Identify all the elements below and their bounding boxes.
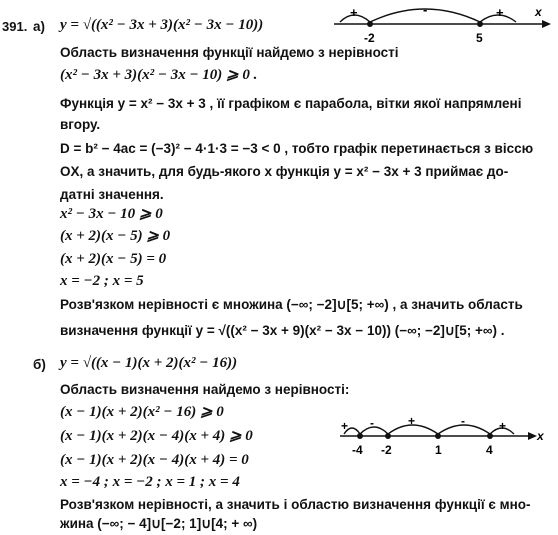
part-b-label: б)	[33, 357, 46, 372]
point-a-1: -2	[364, 31, 375, 45]
part-a-line9: визначення функції y = √((x² − 3x + 9)(x² − 3x − 10)) (−∞; −2]∪[5; +∞) .	[60, 323, 505, 338]
sign-a-1: +	[350, 5, 358, 20]
sign-b-1: +	[341, 419, 349, 433]
part-a-step2: (x + 2)(x − 5) ⩾ 0	[60, 228, 171, 244]
problem-number: 391.	[2, 19, 28, 34]
part-a-step1: x² − 3x − 10 ⩾ 0	[60, 206, 163, 222]
sign-b-2: -	[370, 416, 374, 430]
part-b-line1: Область визначення найдемо з нерівності:	[60, 382, 350, 397]
sign-a-2: -	[423, 2, 428, 17]
part-a-line5: D = b² − 4ac = (−3)² − 4·1·3 = −3 < 0 , тобто графік перетинається з віссю	[60, 141, 534, 156]
point-b-2: -2	[381, 443, 392, 457]
point-b-3: 1	[435, 443, 442, 457]
part-a-line1: Область визначення функції найдемо з нерівності	[60, 45, 399, 60]
sign-a-3: +	[496, 5, 504, 20]
sign-b-4: -	[461, 414, 465, 428]
part-a-label: а)	[33, 19, 46, 34]
part-b-line3: жина (−∞; − 4]∪[−2; 1]∪[4; + ∞)	[60, 516, 258, 531]
point-b-1: -4	[352, 443, 363, 457]
part-a-step3: (x + 2)(x − 5) = 0	[60, 251, 167, 267]
part-a-line8: Розв'язком нерівності є множина (−∞; −2]∪[5; +∞) , а значить область	[60, 297, 523, 312]
part-a-line3: Функція y = x² − 3x + 3 , її графіком є парабола, вітки якої напрямлені	[60, 96, 522, 111]
part-b-function: y = √((x − 1)(x + 2)(x² − 16))	[60, 355, 238, 371]
part-a-inequality: (x² − 3x + 3)(x² − 3x − 10) ⩾ 0 .	[60, 67, 258, 83]
part-b-step1: (x − 1)(x + 2)(x² − 16) ⩾ 0	[60, 404, 224, 420]
part-a-step4: x = −2 ; x = 5	[60, 273, 144, 289]
part-b-step2: (x − 1)(x + 2)(x − 4)(x + 4) ⩾ 0	[60, 428, 253, 444]
part-b-step3: (x − 1)(x + 2)(x − 4)(x + 4) = 0	[60, 452, 249, 468]
axis-a-label: x	[535, 5, 542, 19]
part-b-line2: Розв'язком нерівності, а значить і областю визначення функції є мно-	[60, 497, 531, 512]
part-a-line4: вгору.	[60, 117, 101, 132]
sign-b-3: +	[408, 414, 416, 428]
part-a-function: y = √((x² − 3x + 3)(x² − 3x − 10))	[60, 17, 264, 33]
number-line-a	[330, 2, 555, 46]
point-a-2: 5	[476, 31, 483, 45]
part-a-line7: датні значення.	[60, 187, 164, 202]
sign-b-5: +	[499, 419, 507, 433]
part-a-line6: OX, а значить, для будь-якого x функція y = x² − 3x + 3 приймає до-	[60, 164, 509, 179]
number-line-b	[338, 412, 548, 460]
part-b-step4: x = −4 ; x = −2 ; x = 1 ; x = 4	[60, 474, 240, 490]
axis-b-label: x	[537, 429, 544, 443]
point-b-4: 4	[486, 443, 493, 457]
